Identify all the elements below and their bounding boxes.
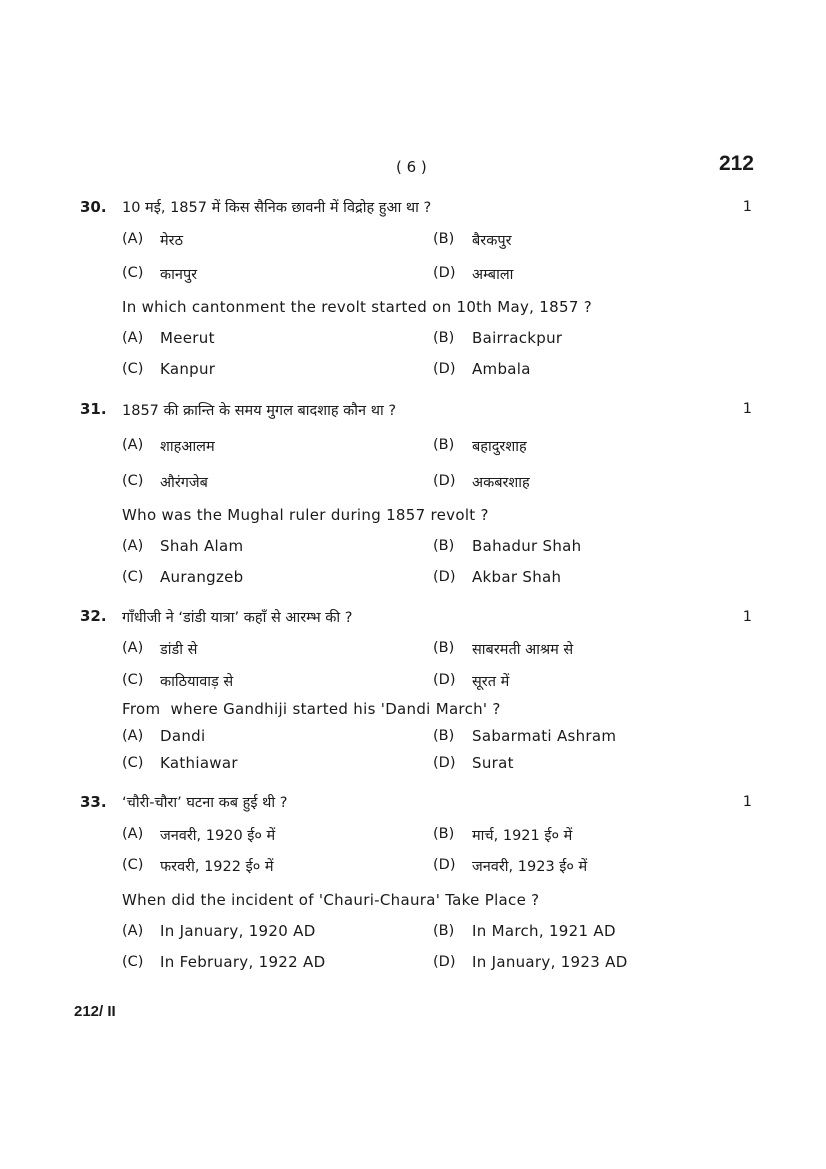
option-text: Surat	[472, 754, 514, 772]
question-number: 33.	[80, 793, 107, 811]
option-label: (A)	[122, 640, 144, 656]
page-number: ( 6 )	[396, 158, 427, 176]
option-text: शाहआलम	[160, 439, 215, 455]
option-label: (D)	[433, 954, 456, 970]
option-text: बहादुरशाह	[472, 439, 527, 455]
question-text-english: Who was the Mughal ruler during 1857 revolt ?	[122, 506, 489, 524]
option-text: Bahadur Shah	[472, 537, 582, 555]
option-text: Dandi	[160, 727, 206, 745]
option-label: (A)	[122, 826, 144, 842]
option-label: (A)	[122, 728, 144, 744]
option-label: (A)	[122, 437, 144, 453]
option-text: Kathiawar	[160, 754, 238, 772]
option-label: (B)	[433, 826, 455, 842]
option-text: साबरमती आश्रम से	[472, 642, 574, 658]
option-label: (C)	[122, 672, 144, 688]
question-text-hindi: गाँधीजी ने ‘डांडी यात्रा’ कहाँ से आरम्भ की ?	[122, 610, 353, 626]
option-text: जनवरी, 1920 ई० में	[160, 828, 276, 844]
option-label: (C)	[122, 569, 144, 585]
question-text-english: From where Gandhiji started his 'Dandi March' ?	[122, 700, 501, 718]
option-text: In January, 1923 AD	[472, 953, 628, 971]
marks: 1	[742, 794, 752, 810]
option-label: (C)	[122, 265, 144, 281]
option-label: (C)	[122, 361, 144, 377]
option-text: Shah Alam	[160, 537, 244, 555]
option-text: फरवरी, 1922 ई० में	[160, 859, 274, 875]
question-number: 30.	[80, 198, 107, 216]
option-label: (B)	[433, 538, 455, 554]
option-label: (A)	[122, 330, 144, 346]
marks: 1	[742, 199, 752, 215]
question-text-english: In which cantonment the revolt started on 10th May, 1857 ?	[122, 298, 592, 316]
marks: 1	[742, 609, 752, 625]
option-label: (B)	[433, 728, 455, 744]
paper-code: 212	[718, 152, 754, 175]
option-text: जनवरी, 1923 ई० में	[472, 859, 588, 875]
option-text: In January, 1920 AD	[160, 922, 316, 940]
option-text: बैरकपुर	[472, 233, 512, 249]
option-label: (D)	[433, 755, 456, 771]
option-text: In March, 1921 AD	[472, 922, 616, 940]
option-label: (C)	[122, 473, 144, 489]
option-label: (A)	[122, 231, 144, 247]
option-label: (D)	[433, 569, 456, 585]
option-text: अम्बाला	[472, 267, 514, 283]
option-label: (B)	[433, 231, 455, 247]
option-text: काठियावाड़ से	[160, 674, 234, 690]
option-text: मार्च, 1921 ई० में	[472, 828, 573, 844]
question-number: 32.	[80, 607, 107, 625]
option-text: अकबरशाह	[472, 475, 530, 491]
option-text: In February, 1922 AD	[160, 953, 326, 971]
option-label: (B)	[433, 640, 455, 656]
option-label: (B)	[433, 437, 455, 453]
option-label: (B)	[433, 923, 455, 939]
option-text: Ambala	[472, 360, 531, 378]
option-label: (A)	[122, 923, 144, 939]
option-label: (D)	[433, 361, 456, 377]
option-label: (C)	[122, 857, 144, 873]
option-text: औरंगजेब	[160, 475, 208, 491]
option-text: सूरत में	[472, 674, 510, 690]
option-label: (A)	[122, 538, 144, 554]
option-text: मेरठ	[160, 233, 184, 249]
option-text: Meerut	[160, 329, 215, 347]
option-text: डांडी से	[160, 642, 198, 658]
question-text-hindi: 10 मई, 1857 में किस सैनिक छावनी में विद्रोह हुआ था ?	[122, 200, 432, 216]
option-label: (C)	[122, 755, 144, 771]
question-text-hindi: 1857 की क्रान्ति के समय मुगल बादशाह कौन था ?	[122, 403, 397, 419]
option-label: (D)	[433, 265, 456, 281]
option-label: (D)	[433, 857, 456, 873]
question-text-english: When did the incident of 'Chauri-Chaura' Take Place ?	[122, 891, 540, 909]
option-text: Sabarmati Ashram	[472, 727, 617, 745]
footer-code: 212/ II	[74, 1003, 116, 1020]
option-text: Akbar Shah	[472, 568, 562, 586]
marks: 1	[742, 401, 752, 417]
question-text-hindi: ‘चौरी-चौरा’ घटना कब हुई थी ?	[122, 795, 288, 811]
option-label: (D)	[433, 473, 456, 489]
question-number: 31.	[80, 400, 107, 418]
option-label: (D)	[433, 672, 456, 688]
option-text: Bairrackpur	[472, 329, 563, 347]
option-label: (C)	[122, 954, 144, 970]
option-label: (B)	[433, 330, 455, 346]
option-text: Kanpur	[160, 360, 216, 378]
option-text: कानपुर	[160, 267, 198, 283]
option-text: Aurangzeb	[160, 568, 244, 586]
